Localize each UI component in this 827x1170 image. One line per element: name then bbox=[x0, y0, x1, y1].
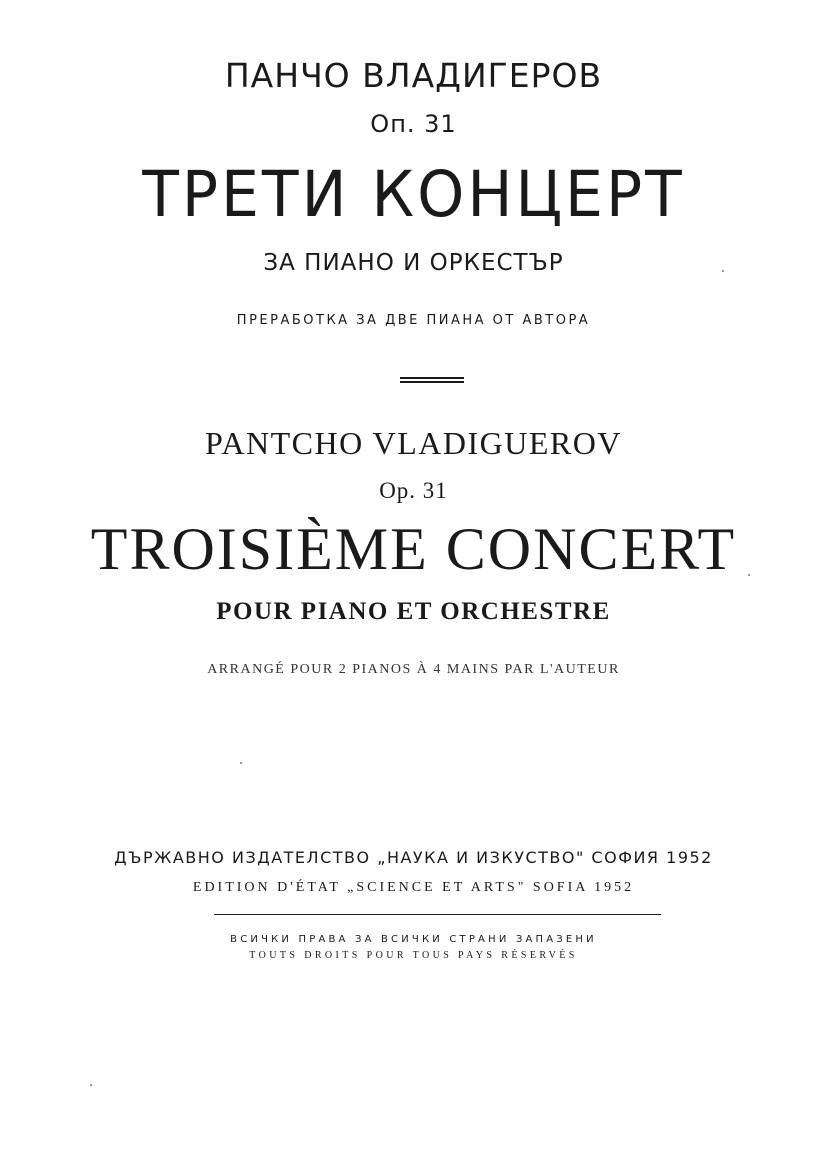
rights-notice-french: TOUTS DROITS POUR TOUS PAYS RÉSERVÉS bbox=[249, 950, 578, 961]
scan-speck bbox=[722, 270, 724, 272]
scan-speck bbox=[748, 574, 750, 576]
arrangement-note-french: ARRANGÉ POUR 2 PIANOS À 4 MAINS PAR L'AUTEUR bbox=[207, 662, 620, 677]
composer-name-french: PANTCHO VLADIGUEROV bbox=[205, 425, 622, 461]
arrangement-note-bulgarian: ПРЕРАБОТКА ЗА ДВЕ ПИАНА ОТ АВТОРА bbox=[236, 313, 591, 328]
publisher-line-french: EDITION D'ÉTAT „SCIENCE ET ARTS" SOFIA 1952 bbox=[192, 880, 635, 895]
composer-name-bulgarian: ПАНЧО ВЛАДИГЕРОВ bbox=[224, 56, 603, 95]
work-title-bulgarian: ТРЕТИ КОНЦЕРТ bbox=[142, 158, 685, 232]
work-title-french: TROISIÈME CONCERT bbox=[90, 516, 737, 582]
double-rule-ornament bbox=[400, 377, 464, 383]
opus-number-bulgarian: Оп. 31 bbox=[370, 110, 457, 138]
publisher-line-bulgarian: ДЪРЖАВНО ИЗДАТЕЛСТВО „НАУКА И ИЗКУСТВО" СОФИЯ 1952 bbox=[114, 848, 713, 867]
rights-notice-bulgarian: ВСИЧКИ ПРАВА ЗА ВСИЧКИ СТРАНИ ЗАПАЗЕНИ bbox=[230, 934, 597, 945]
scan-speck bbox=[240, 762, 242, 764]
work-subtitle-french: POUR PIANO ET ORCHESTRE bbox=[216, 598, 611, 625]
publisher-divider bbox=[214, 914, 661, 915]
opus-number-french: Op. 31 bbox=[379, 478, 448, 503]
scan-speck bbox=[90, 1084, 92, 1086]
work-subtitle-bulgarian: ЗА ПИАНО И ОРКЕСТЪР bbox=[263, 250, 564, 276]
